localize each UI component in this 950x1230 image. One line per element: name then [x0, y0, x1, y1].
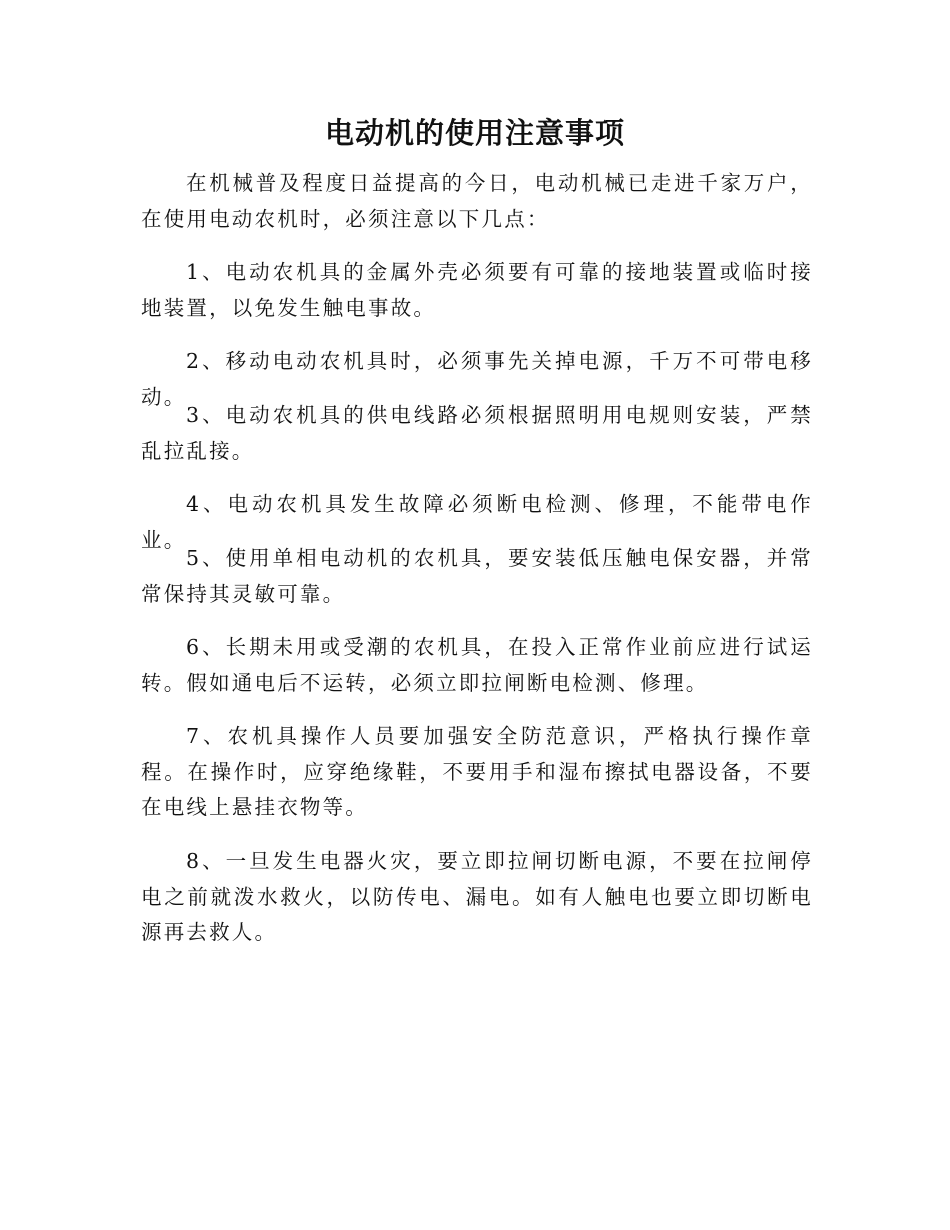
note-item-7: 7、农机具操作人员要加强安全防范意识，严格执行操作章程。在操作时，应穿绝缘鞋，不要用手和湿布擦拭电器设备，不要在电线上悬挂衣物等。	[141, 724, 813, 819]
note-item-4: 4、电动农机具发生故障必须断电检测、修理，不能带电作业。	[141, 492, 813, 552]
note-item-3: 3、电动农机具的供电线路必须根据照明用电规则安装，严禁乱拉乱接。	[141, 403, 813, 463]
note-item-5: 5、使用单相电动机的农机具，要安装低压触电保安器，并常常保持其灵敏可靠。	[141, 546, 813, 606]
intro-paragraph: 在机械普及程度日益提高的今日，电动机械已走进千家万户，在使用电动农机时，必须注意以下几点：	[141, 171, 813, 231]
note-item-2: 2、移动电动农机具时，必须事先关掉电源，千万不可带电移动。	[141, 349, 813, 409]
document-title: 电动机的使用注意事项	[324, 116, 625, 150]
note-item-1: 1、电动农机具的金属外壳必须要有可靠的接地装置或临时接地装置，以免发生触电事故。	[141, 260, 813, 320]
note-item-6: 6、长期未用或受潮的农机具，在投入正常作业前应进行试运转。假如通电后不运转，必须立即拉闸断电检测、修理。	[141, 635, 813, 695]
note-item-8: 8、一旦发生电器火灾，要立即拉闸切断电源，不要在拉闸停电之前就泼水救火，以防传电、漏电。如有人触电也要立即切断电源再去救人。	[141, 849, 813, 944]
